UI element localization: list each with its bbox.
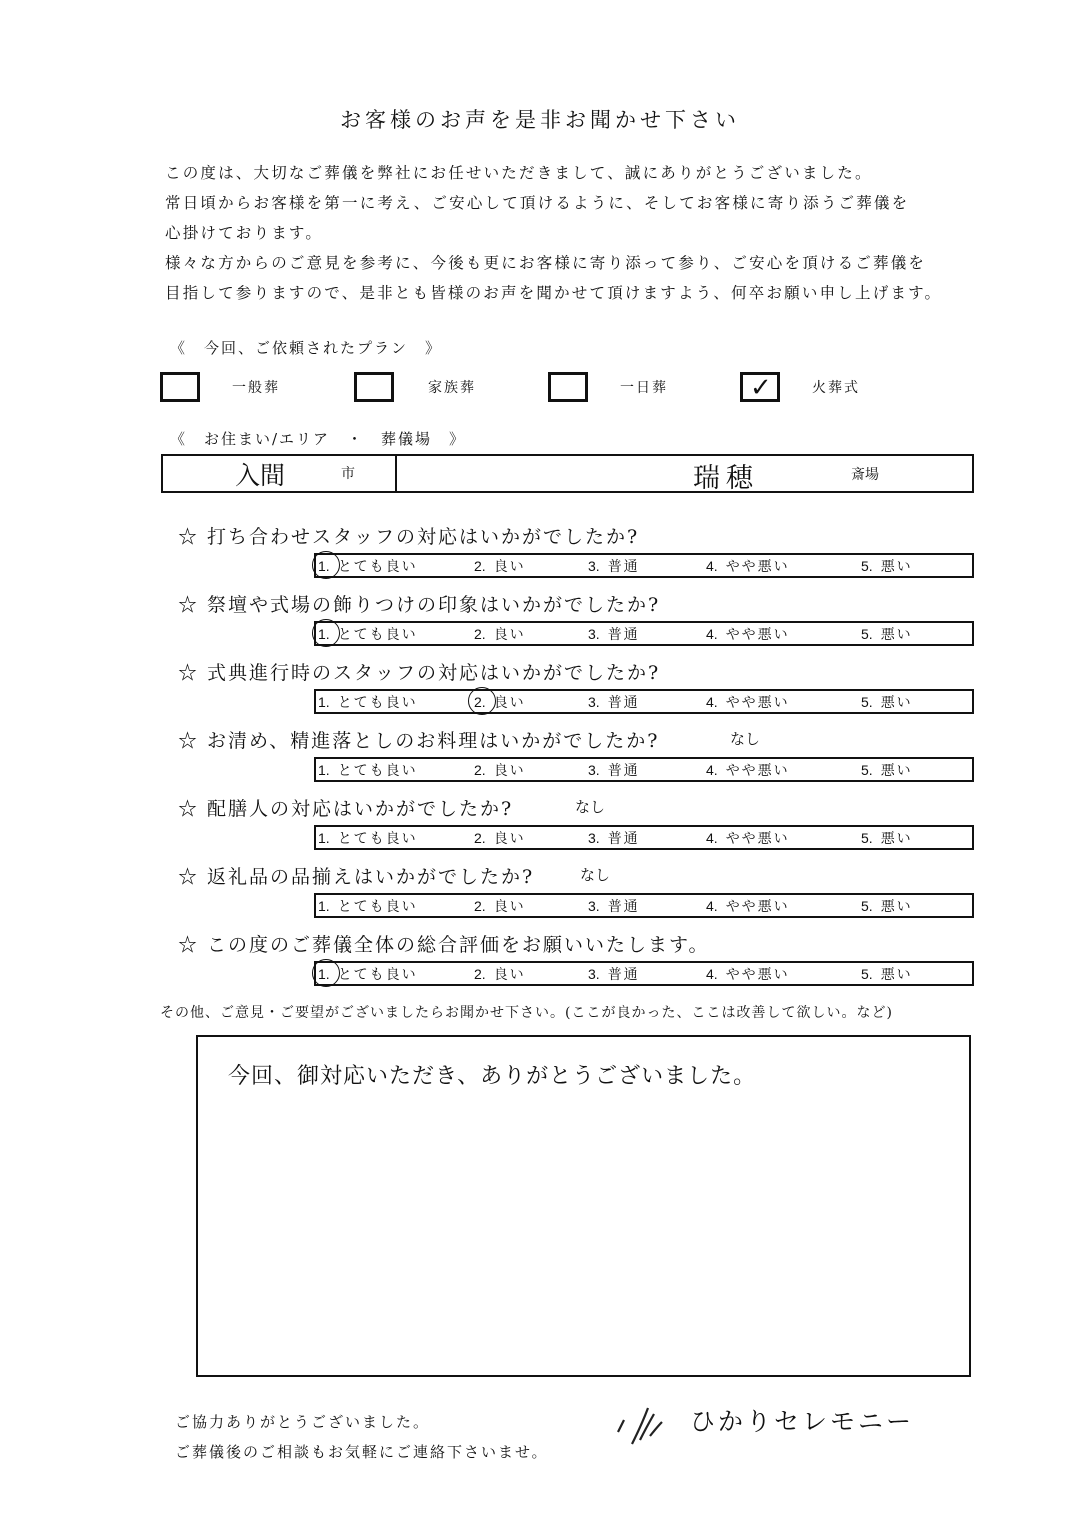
rating-option-number: 4. [706,830,718,846]
rating-option-number: 5. [861,898,873,914]
rating-option-label: 普通 [607,627,640,643]
rating-option-5[interactable] [861,965,913,985]
plan-label-ichinichi: 一日葬 [620,380,668,396]
rating-option-3[interactable] [588,829,640,849]
rating-option-label: 良い [493,899,526,915]
rating-option-number: 2. [474,898,486,914]
selected-circle-mark [312,959,340,987]
rating-option-label: とても良い [337,695,418,711]
comment-handwritten-text: 今回、御対応いただき、ありがとうございました。 [228,1064,757,1089]
rating-option-number: 2. [474,830,486,846]
plan-label-kasou: 火葬式 [812,380,860,396]
area-divider [395,456,397,491]
hall-suffix-label: 斎場 [851,467,879,483]
rating-option-5[interactable] [861,761,913,781]
intro-line: この度は、大切なご葬儀を弊社にお任せいただきまして、誠にありがとうございました。 [165,164,873,182]
rating-option-3[interactable] [588,557,640,577]
question-text: ☆ 式典進行時のスタッフの対応はいかがでしたか? [178,662,661,684]
rating-option-label: 悪い [880,695,913,711]
rating-option-number: 4. [706,558,718,574]
rating-option-number: 2. [474,762,486,778]
question-text: ☆ 配膳人の対応はいかがでしたか? [178,798,514,820]
rating-option-label: とても良い [337,627,418,643]
rating-option-label: 普通 [607,899,640,915]
rating-option-2[interactable] [474,761,526,781]
plan-section-label: 《 今回、ご依頼されたプラン 》 [170,339,443,357]
rating-option-label: とても良い [337,763,418,779]
rating-option-2[interactable] [474,557,526,577]
rating-option-label: 普通 [607,763,640,779]
rating-option-number: 1. [318,694,330,710]
other-comments-label: その他、ご意見・ご要望がございましたらお聞かせ下さい。(ここが良かった、ここは改善して欲しい。など) [160,1005,893,1021]
rating-scale [314,553,974,578]
rating-option-4[interactable] [706,557,790,577]
rating-option-4[interactable] [706,897,790,917]
rating-option-number: 3. [588,762,600,778]
rating-option-4[interactable] [706,829,790,849]
question-text: ☆ 祭壇や式場の飾りつけの印象はいかがでしたか? [178,594,661,616]
rating-option-number: 5. [861,694,873,710]
rating-scale [314,893,974,918]
rating-option-label: やや悪い [725,627,790,643]
rating-option-label: 悪い [880,627,913,643]
rating-option-label: やや悪い [725,967,790,983]
rating-option-5[interactable] [861,897,913,917]
rating-option-number: 1. [318,762,330,778]
city-suffix-label: 市 [341,466,355,482]
rating-option-3[interactable] [588,761,640,781]
rating-option-2[interactable] [474,965,526,985]
rating-option-3[interactable] [588,965,640,985]
rating-option-number: 5. [861,830,873,846]
rating-option-number: 3. [588,830,600,846]
rating-option-4[interactable] [706,965,790,985]
question-text: ☆ 打ち合わせスタッフの対応はいかがでしたか? [178,526,640,548]
rating-option-number: 3. [588,898,600,914]
rating-scale [314,825,974,850]
rating-option-number: 4. [706,966,718,982]
rating-scale [314,757,974,782]
rating-option-label: 良い [493,967,526,983]
rating-option-number: 3. [588,558,600,574]
rating-option-4[interactable] [706,625,790,645]
rating-option-label: とても良い [337,967,418,983]
question-text: ☆ この度のご葬儀全体の総合評価をお願いいたします。 [178,934,710,956]
plan-checkbox-kazoku[interactable] [354,372,394,402]
selected-circle-mark [312,551,340,579]
rating-option-label: 良い [493,695,526,711]
question-note-handwritten: なし [575,798,606,816]
rating-option-label: 普通 [607,695,640,711]
plan-checkbox-ippan[interactable] [160,372,200,402]
rating-option-1[interactable] [318,761,418,781]
rating-option-label: やや悪い [725,695,790,711]
rating-option-label: とても良い [337,559,418,575]
rating-option-label: とても良い [337,899,418,915]
plan-label-ippan: 一般葬 [232,380,280,396]
rating-option-2[interactable] [474,897,526,917]
rating-option-5[interactable] [861,829,913,849]
rating-option-number: 1. [318,966,330,982]
rating-option-number: 3. [588,966,600,982]
footer-contact: ご葬儀後のご相談もお気軽にご連絡下さいませ。 [175,1443,549,1461]
rating-option-label: 悪い [880,967,913,983]
selected-circle-mark [312,619,340,647]
rating-option-label: 良い [493,627,526,643]
rating-option-1[interactable] [318,897,418,917]
hall-handwritten-value: 瑞穂 [693,463,759,494]
rating-option-number: 3. [588,694,600,710]
rating-option-3[interactable] [588,625,640,645]
check-mark-icon: ✓ [750,373,772,403]
page-title: お客様のお声を是非お聞かせ下さい [340,108,740,132]
rating-option-4[interactable] [706,693,790,713]
rating-option-label: 普通 [607,967,640,983]
rating-option-number: 4. [706,626,718,642]
scribble-mark [612,1400,692,1452]
comment-textarea[interactable] [196,1035,971,1377]
rating-option-1[interactable] [318,829,418,849]
rating-option-label: やや悪い [725,899,790,915]
rating-option-number: 4. [706,694,718,710]
rating-option-label: 普通 [607,831,640,847]
area-section-label: 《 お住まい/エリア ・ 葬儀場 》 [170,430,467,448]
rating-option-label: 良い [493,763,526,779]
rating-option-label: やや悪い [725,831,790,847]
rating-option-1[interactable] [318,693,418,713]
rating-option-label: 悪い [880,559,913,575]
rating-option-number: 4. [706,898,718,914]
intro-text [165,158,1045,308]
rating-scale [314,621,974,646]
area-field[interactable] [161,454,974,493]
rating-option-4[interactable] [706,761,790,781]
rating-option-label: とても良い [337,831,418,847]
footer-thanks: ご協力ありがとうございました。 [175,1413,431,1431]
rating-option-number: 1. [318,898,330,914]
rating-option-number: 1. [318,626,330,642]
selected-circle-mark [468,687,496,715]
rating-option-5[interactable] [861,557,913,577]
rating-option-number: 2. [474,966,486,982]
rating-option-label: 良い [493,831,526,847]
rating-option-number: 5. [861,558,873,574]
rating-option-number: 1. [318,558,330,574]
city-handwritten-value: 入間 [235,461,286,490]
rating-option-number: 4. [706,762,718,778]
rating-option-number: 2. [474,626,486,642]
rating-option-number: 2. [474,558,486,574]
rating-option-5[interactable] [861,693,913,713]
rating-option-number: 3. [588,626,600,642]
intro-line: 様々な方からのご意見を参考に、今後も更にお客様に寄り添って参り、ご安心を頂けるご葬儀を [165,254,927,272]
rating-option-label: 悪い [880,899,913,915]
rating-option-2[interactable] [474,829,526,849]
question-note-handwritten: なし [730,730,761,748]
plan-checkbox-ichinichi[interactable] [548,372,588,402]
intro-line: 心掛けております。 [165,224,324,242]
rating-scale [314,689,974,714]
rating-option-label: 悪い [880,763,913,779]
rating-option-3[interactable] [588,693,640,713]
intro-line: 常日頃からお客様を第一に考え、ご安心して頂けるように、そしてお客様に寄り添うご葬儀を [165,194,910,212]
intro-line: 目指して参りますので、是非とも皆様のお声を聞かせて頂けますよう、何卒お願い申し上げます。 [165,284,943,302]
plan-checkbox-kasou[interactable] [740,372,780,402]
question-text: ☆ 返礼品の品揃えはいかがでしたか? [178,866,535,888]
rating-option-number: 5. [861,626,873,642]
rating-option-number: 5. [861,966,873,982]
rating-option-number: 2. [474,694,486,710]
rating-option-3[interactable] [588,897,640,917]
question-text: ☆ お清め、精進落としのお料理はいかがでしたか? [178,730,660,752]
rating-option-label: やや悪い [725,559,790,575]
question-note-handwritten: なし [580,866,611,884]
plan-label-kazoku: 家族葬 [428,380,476,396]
rating-option-2[interactable] [474,625,526,645]
rating-option-5[interactable] [861,625,913,645]
rating-option-label: 普通 [607,559,640,575]
company-signature: ひかりセレモニー [690,1407,915,1436]
rating-option-number: 5. [861,762,873,778]
rating-option-label: やや悪い [725,763,790,779]
rating-option-label: 悪い [880,831,913,847]
rating-option-label: 良い [493,559,526,575]
rating-option-number: 1. [318,830,330,846]
rating-scale [314,961,974,986]
